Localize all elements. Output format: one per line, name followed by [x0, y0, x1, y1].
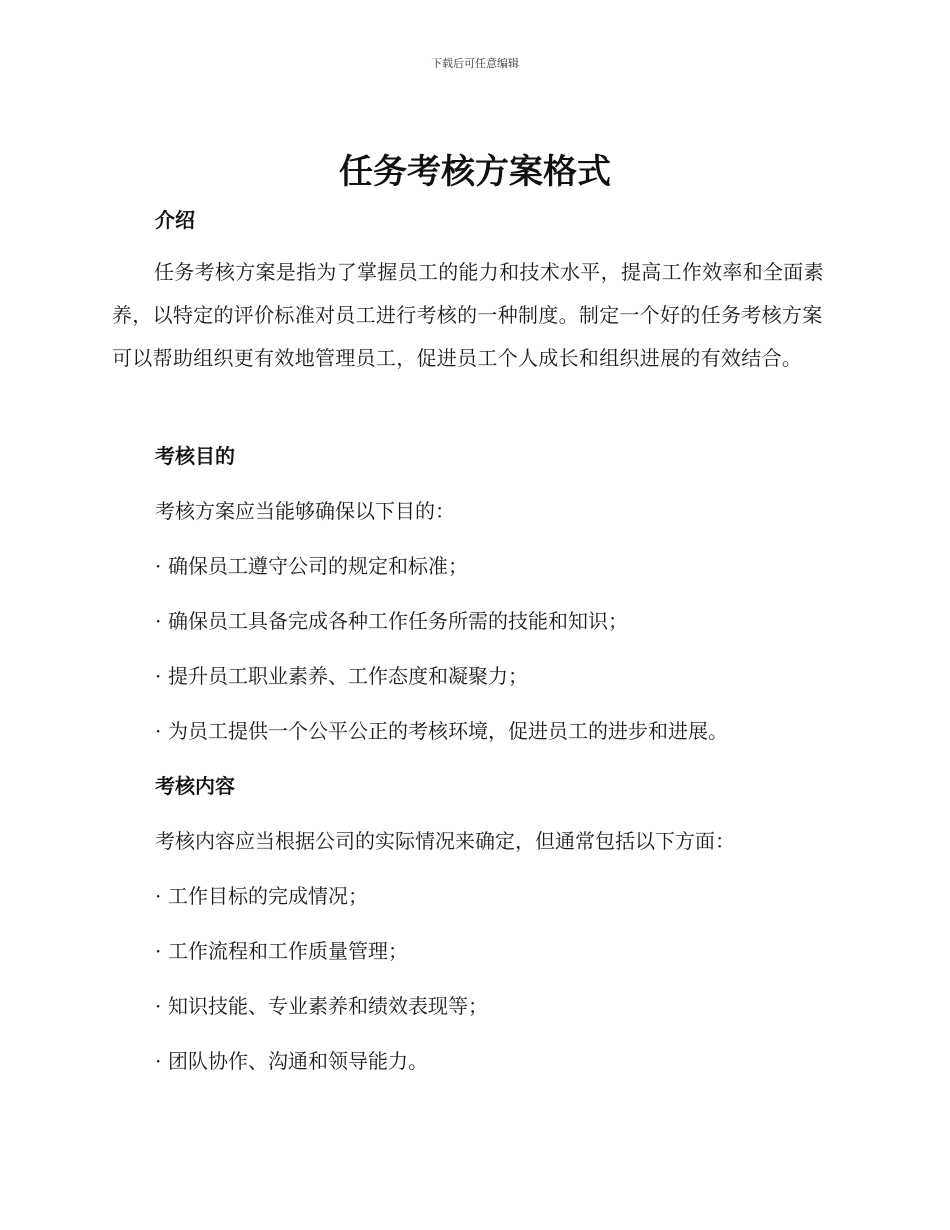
bullet-marker: · — [155, 939, 162, 963]
intro-paragraph: 任务考核方案是指为了掌握员工的能力和技术水平，提高工作效率和全面素养，以特定的评价标准对员工进行考核的一种制度。制定一个好的任务考核方案可以帮助组织更有效地管理员工，促进员工个人成长和组织进展的有效结合。 — [112, 260, 824, 370]
section-heading-purpose: 考核目的 — [155, 444, 235, 468]
list-item-text: 团队协作、沟通和领导能力。 — [168, 1049, 428, 1073]
bullet-marker: · — [155, 994, 162, 1018]
bullet-marker: · — [155, 1049, 162, 1073]
list-item-text: 为员工提供一个公平公正的考核环境，促进员工的进步和进展。 — [168, 719, 728, 743]
list-item-text: 工作流程和工作质量管理； — [168, 939, 408, 963]
list-item — [155, 883, 368, 909]
bullet-marker: · — [155, 664, 162, 688]
list-item — [155, 1048, 428, 1074]
list-item-text: 确保员工遵守公司的规定和标准； — [168, 554, 468, 578]
bullet-marker: · — [155, 719, 162, 743]
section-heading-content: 考核内容 — [155, 774, 235, 798]
list-item-text: 工作目标的完成情况； — [168, 884, 368, 908]
list-item-text: 知识技能、专业素养和绩效表现等； — [168, 994, 488, 1018]
list-item — [155, 663, 528, 689]
content-lead-text: 考核内容应当根据公司的实际情况来确定，但通常包括以下方面： — [155, 829, 735, 853]
purpose-lead-text: 考核方案应当能够确保以下目的： — [155, 499, 455, 523]
list-item — [155, 993, 488, 1019]
bullet-marker: · — [155, 884, 162, 908]
bullet-marker: · — [155, 609, 162, 633]
list-item — [155, 553, 468, 579]
bullet-marker: · — [155, 554, 162, 578]
page-header-note: 下载后可任意编辑 — [431, 57, 519, 70]
document-title: 任务考核方案格式 — [339, 152, 611, 192]
list-item-text: 确保员工具备完成各种工作任务所需的技能和知识； — [168, 609, 628, 633]
list-item — [155, 608, 628, 634]
list-item — [155, 938, 408, 964]
list-item — [155, 718, 728, 744]
section-heading-intro: 介绍 — [155, 208, 195, 232]
list-item-text: 提升员工职业素养、工作态度和凝聚力； — [168, 664, 528, 688]
